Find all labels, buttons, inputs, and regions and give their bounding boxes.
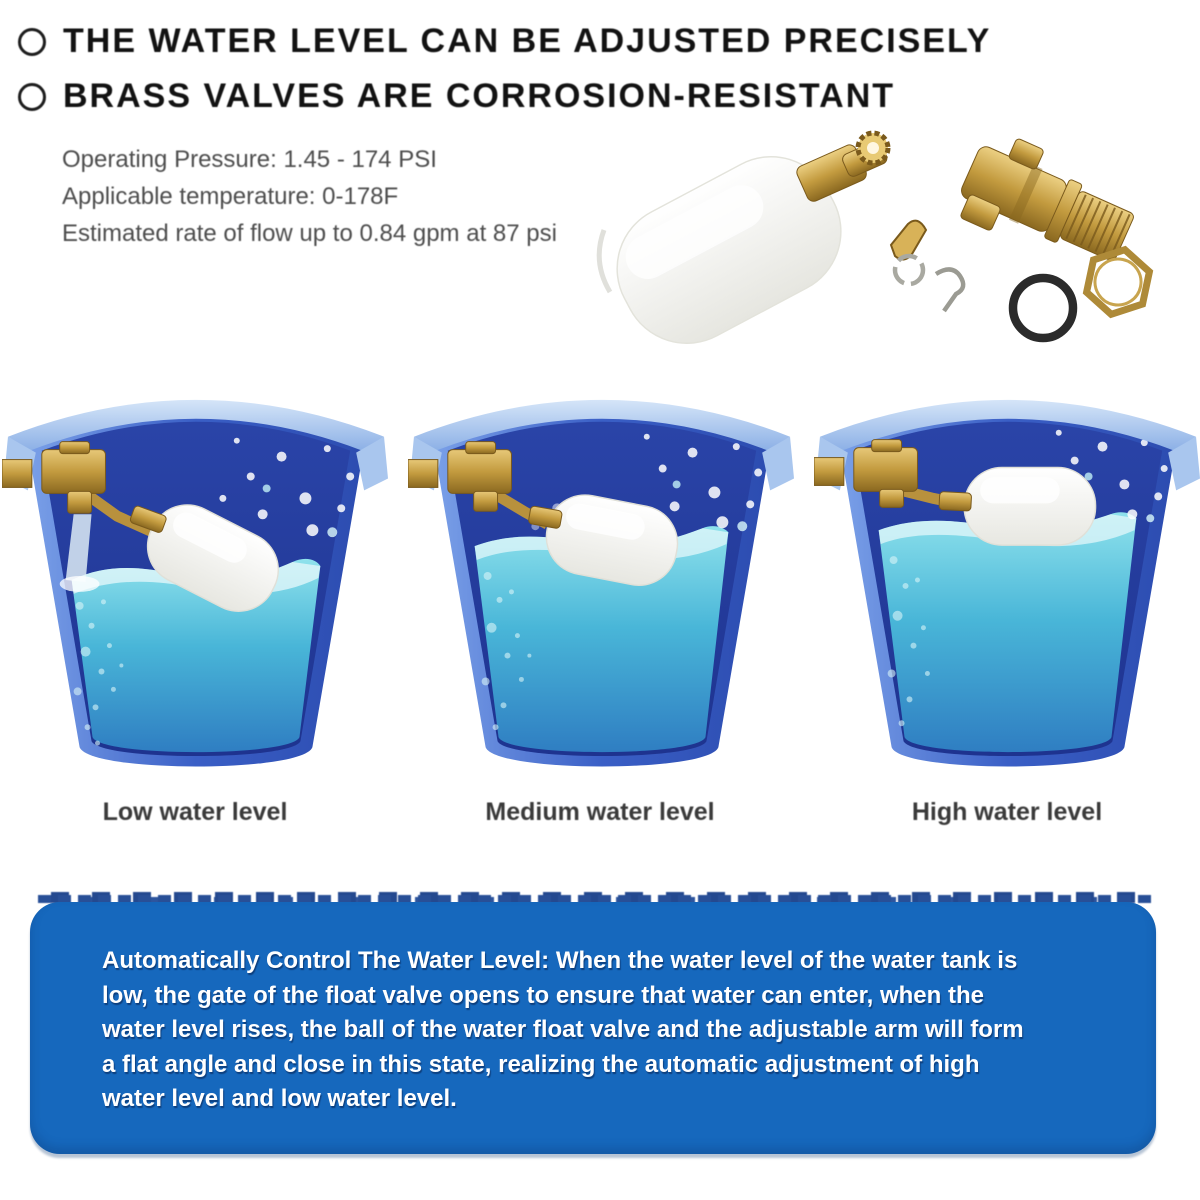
adjustable-arm-photo	[795, 133, 889, 203]
product-parts-photo	[596, 112, 1200, 360]
info-line: Automatically Control The Water Level: When the water level of the water tank is	[102, 947, 1018, 974]
info-line: water level and low water level.	[102, 1085, 457, 1113]
valve-inlet-nipple	[408, 460, 438, 488]
headline-row-2	[18, 77, 895, 116]
valve-inlet-nipple	[814, 458, 844, 486]
valve-outlet	[474, 491, 498, 511]
headline-text: THE WATER LEVEL CAN BE ADJUSTED PRECISELY	[63, 22, 992, 60]
info-line: a flat angle and close in this state, realizing the automatic adjustment of high	[102, 1050, 980, 1078]
retainer-clip-photo	[936, 269, 963, 311]
photo-edge-wire	[599, 230, 610, 292]
caption-low-water: Low water level	[102, 798, 288, 826]
spec-flow-rate: Estimated rate of flow up to 0.84 gpm at 87 psi	[62, 220, 557, 247]
info-box	[30, 902, 1156, 1154]
valve-outlet	[880, 489, 904, 507]
spec-temperature: Applicable temperature: 0-178F	[62, 183, 399, 210]
bucket-low-water	[2, 357, 390, 787]
headline-row-1	[18, 22, 991, 61]
caption-medium-water: Medium water level	[485, 798, 715, 826]
bucket-medium-water	[408, 357, 796, 787]
spec-operating-pressure: Operating Pressure: 1.45 - 174 PSI	[62, 146, 437, 173]
cropped-text-artifact	[38, 889, 1152, 903]
valve-inlet-nipple	[2, 460, 32, 488]
info-paragraph	[30, 902, 1156, 1117]
spec-list	[62, 141, 557, 252]
valve-outlet	[68, 491, 92, 513]
float-ball	[964, 468, 1095, 546]
valve-lever-clip-photo	[891, 221, 926, 260]
circle-bullet-icon	[18, 83, 46, 111]
caption-high-water: High water level	[911, 798, 1103, 826]
arm-hex-link	[939, 492, 972, 512]
lock-nut-photo	[1083, 244, 1153, 320]
o-ring-photo	[1013, 278, 1073, 338]
bucket-high-water	[814, 357, 1200, 787]
info-line: low, the gate of the float valve opens to ensure that water can enter, when the	[102, 981, 984, 1009]
circle-bullet-icon	[18, 28, 46, 56]
split-ring-clip-photo	[895, 256, 923, 284]
water-high	[879, 512, 1137, 752]
valve-body	[448, 450, 512, 494]
valve-body	[854, 448, 918, 492]
valve-body	[42, 450, 106, 494]
headline-text: BRASS VALVES ARE CORROSION-RESISTANT	[63, 77, 896, 115]
info-line: water level rises, the ball of the water float valve and the adjustable arm will form	[102, 1016, 1024, 1044]
